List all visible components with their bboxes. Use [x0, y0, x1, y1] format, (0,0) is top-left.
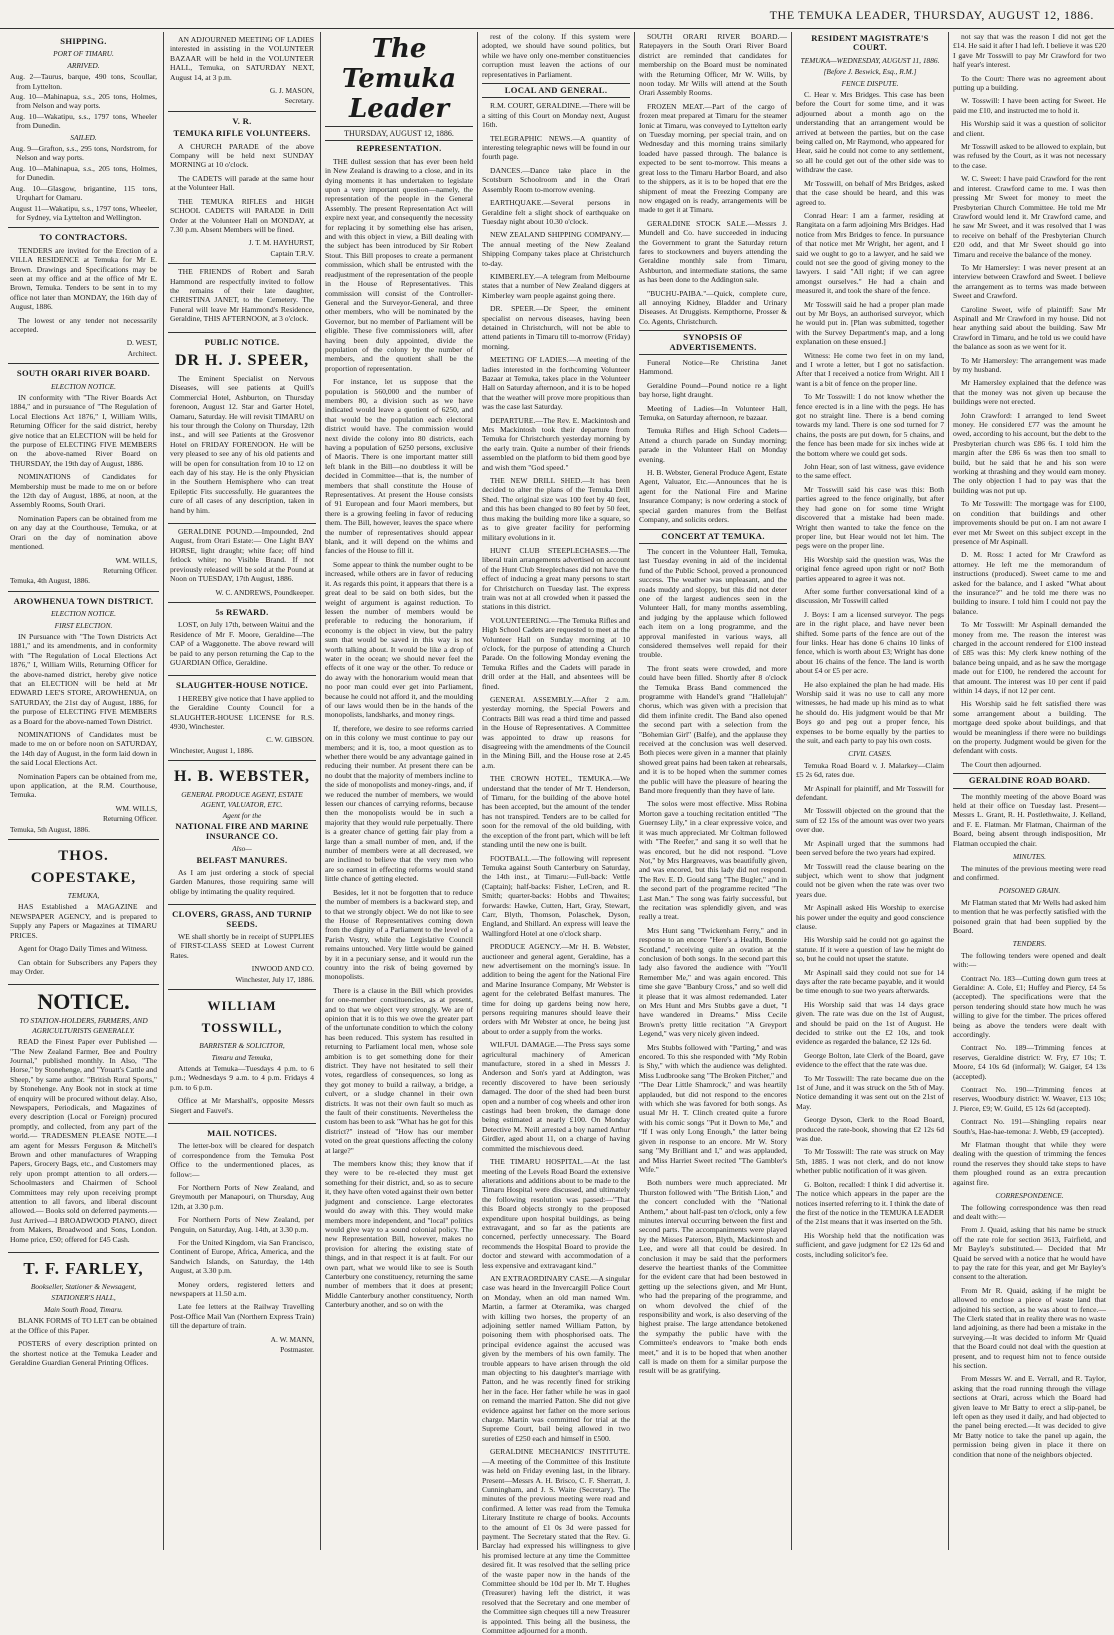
speer-body: The Eminent Specialist on Nervous Diseases, will see patients at Quill's Commercial Hotel, Ashburton, on Thursday forenoon, August 12. Star and Garter Hotel, Oamaru, Saturday. He will revisit TIMARU on his tour through the Colony on Thursday, 12th inst., and will see Patients at the Grosvenor Hotel on FRIDAY FORENOON. He will be very pleased to see any of his old patients and will be open for consultation from 10 to 12 on each day of his stay. He is the only Physician in the Southern Hemisphere who can treat Epileptic Fits successfully. He guarantees the cure of all cases of any description, taken in hand by him.	[170, 373, 314, 515]
slaughter-signature: C. W. GIBSON.	[266, 735, 314, 745]
pound-signature: W. C. ANDREWS, Poundkeeper.	[215, 587, 314, 597]
court-paragraph: George Bolton, late Clerk of the Board, gave evidence to the effect that the rate was due.	[796, 1050, 944, 1070]
south-orari-body-3: Nomination Papers can be obtained from me on any day at the Courthouse, Temuka, or at Orari on the day of nomination above mentioned.	[10, 513, 157, 552]
synopsis-item: Geraldine Pound—Pound notice re a light bay horse, light draught.	[639, 380, 787, 400]
south-orari-signature-title: Returning Officer.	[102, 565, 157, 575]
road-board-paragraph: From J. Quaid, asking that his name be struck off the rate role for section 3613, Fairfield, and Mr Bayley's substituted.— Decided that Mr Quaid be served with a notice that he would have to pay the rate for this year, and get Mr Bayley's consent to the alteration.	[953, 1225, 1106, 1282]
slaughter-notice	[168, 676, 316, 761]
contractors-ad	[8, 228, 159, 364]
mail-signature: A. W. MANN,	[270, 1334, 314, 1344]
clovers-place: Winchester, July 17, 1886.	[235, 974, 314, 984]
court-paragraph: To the Court: There was no agreement about putting up a building.	[953, 73, 1106, 93]
mail-body-5: Money orders, registered letters and newspapers at 11.50 a.m.	[170, 1279, 314, 1299]
synopsis-heading: SYNOPSIS OF ADVERTISEMENTS.	[639, 330, 787, 355]
column-rule	[163, 32, 164, 1550]
local-item: SOUTH ORARI RIVER BOARD.—Ratepayers in the South Orari River Board district are reminded that candidates for membership on the Board must be nominated with the Returning Officer, Mr W. Wills, by noon today. Mr Wills will attend at the South Orari Assembly Rooms.	[639, 32, 787, 98]
court-paragraph: To Mr Hamersley: The arrangement was made by my husband.	[953, 355, 1106, 374]
road-board-paragraph: The minutes of the previous meeting were read and confirmed.	[953, 863, 1106, 882]
road-board-paragraph: Contract No. 189—Trimming fences at reserves, Geraldine district: W. Fry, £7 10s; T. Moore, £4 10s 6d (informal); W. Gaiger, £4 13s (accepted).	[953, 1043, 1106, 1081]
local-item: DEPARTURE.—The Rev. E. Mackintosh and Mrs Mackintosh took their departure from Temuka for Christchurch yesterday morning by the early train. Quite a number of their friends assembled on the platform to bid them good bye and wish them "God speed."	[482, 415, 630, 472]
arowhenua-signature-title: Returning Officer.	[102, 814, 157, 824]
civil-cases-heading: CIVIL CASES.	[848, 749, 892, 759]
sailed-item: Aug. 9—Grafton, s.s., 295 tons, Nordstrom, for Nelson and way ports.	[10, 144, 157, 163]
road-board-paragraph: The following correspondence was then read and dealt with:—	[953, 1202, 1106, 1221]
local-item: FROZEN MEAT.—Part of the cargo of frozen meat prepared at Timaru for the steamer Ionic at Timaru, was conveyed to Lyttelton early on Tuesday morning, per special train, and on Wednesday and this morning trains similarly loaded have passed through. The balance is expected to be sent to-morrow. This means a great loss to the Timaru Harbor Board, and also to the shippers, as it is to be hoped that ere the shipment of meat the Freezing Company are now engaged on is ready, arrangements will be made to get it at Timaru.	[639, 101, 787, 215]
court-paragraph: W. Tosswill: I have been acting for Sweet. He paid me £10, and instructed me to hold it.	[953, 96, 1106, 115]
mail-notices	[168, 1124, 316, 1360]
arrived-item: Aug. 10—Mahinapua, s.s., 205 tons, Holmes, from Nelson and way ports.	[10, 92, 157, 111]
reward-notice	[168, 603, 316, 676]
local-general-heading: LOCAL AND GENERAL.	[482, 83, 630, 98]
local-item: THE CROWN HOTEL, TEMUKA.—We understand that the tender of Mr T. Henderson, of Timaru, for the building of the above hotel has been accepted, but the amount of the tender has not transpired. Tenders are to be called for soon for the removal of the old building, with the exception of the front part, which will be left standing until the new one is built.	[482, 774, 630, 850]
rifles-ad	[168, 112, 316, 264]
court-paragraph: To Mr Tosswill: Mr Aspinall demanded the money from me. The reason the interest was charged in the account rendered for £100 instead of £85 was this: My clerk knew nothing of the balance being unpaid, and as he saw the mortgage made out for £100, he rendered the account for that amount. The interest was 10 per cent if paid within 14 days, if not 12 per cent.	[953, 620, 1106, 695]
sailed-item: Aug. 10—Mahinapua, s.s., 205 tons, Holmes, for Dunedin.	[10, 163, 157, 183]
copestake-body-3: Can obtain for Subscribers any Papers they may Order.	[10, 957, 157, 976]
farley-line-1: Bookseller, Stationer & Newsagent,	[30, 1282, 137, 1292]
mail-body-4: For the United Kingdom, via San Francisco, Continent of Europe, Africa, America, and the Sandwich Islands, on Saturday, the 14th August, at 3.30 p.m.	[170, 1238, 314, 1276]
court-paragraph: Mr Hamersley explained that the defence was that the money was not given up because the buildings were not erected.	[953, 378, 1106, 407]
south-orari-body: IN conformity with "The River Boards Act 1884," and in pursuance of "The Regulation of Local Elections Act 1876," I, William Wills, Returning Officer for the said district, hereby give notice that an ELECTION will be held for the purpose of ELECTING FIVE MEMBERS on the above-named River Board on THURSDAY, the 19th day of August, 1886.	[10, 393, 157, 468]
road-board-paragraph: The following tenders were opened and dealt with:—	[953, 950, 1106, 970]
local-item: WILFUL DAMAGE.—The Press says some agricultural machinery of American manufacture, stored in a shed in Messrs J. Anderson and Son's yard at Addington, was recently discovered to have been seriously damaged. The door of the shed had been burst open and a number of cog wheels and other iron castings had been broken, the damage done being estimated at nearly £100. On Monday Detective M. Neill arrested a boy named Arthur Girdler, aged about 11, on a charge of having committed the mischievous deed.	[482, 1040, 630, 1153]
court-paragraph: Mr Tosswill said his case was this: Both parties agreed to the fence originally, but after they had gone on for some time Wright discovered that a mistake had been made. Wright then wanted to take the fence on the proper line, but Hear would not let him. The pegs were on the proper line.	[796, 484, 944, 551]
concert-paragraph: Mrs Stubbs followed with "Parting," and was encored. To this she responded with "My Robin is Shy," with which the audience was delighted. Miss Ludbrooke sang "The Broken Pitcher," and "The Dear Little Shamrock," and was heartily applauded, but did not respond to the encores with which she was favored for both songs. As usual Mr H. T. Clinch created quite a furore with his comic songs "Put it Down to Me," and "If I was only Long Enough," the latter being given in response to an encore. Mr W. Story sang "My Brilliant and I," and was applauded, and Miss Harriet Sweet recited "The Gambler's Wife."	[639, 1042, 787, 1174]
court-paragraph: Mr Tosswill asked to be allowed to explain, but was refused by the Court, as it was not necessary to the case.	[953, 142, 1106, 170]
copestake-place: TEMUKA,	[67, 891, 100, 901]
local-item: GERALDINE MECHANICS' INSTITUTE.—A meeting of the Committee of this Institute was held on Friday evening last, in the library. Present—Messrs A. H. Brisco, C. F. Sherratt, J. Cunningham, and J. S. Waite (Secretary). The minutes of the previous meeting were read and confirmed. A letter was read from the Temuka Literary Institute re charge of books. Accounts to the amount of £1 0s 3d were passed for payment. The Secretary stated that the Rev. G. Barclay had expressed his willingness to give his promised lecture at any time the Committee desired fit. It was resolved that the selling price of the waste paper now in the hands of the Committee should be 10d per lb. Mr T. Hughes (Treasurer) having left the district, it was resolved that the Secretary and one member of the Committee sign cheques till a new Treasurer is appointed. This being all the business, the Committee adjourned for a month.	[482, 1447, 630, 1635]
court-paragraph: To Mr Hamersley: I was never present at an interview between Crawford and Sweet. I believe the arrangement as to terms was made between Sweet and Crawford.	[953, 262, 1106, 301]
webster-ad	[168, 761, 316, 905]
court-paragraph: Mr Tosswill, on behalf of Mrs Bridges, asked that the case should be heard, and this was agreed to.	[796, 178, 944, 207]
clovers-ad	[168, 905, 316, 990]
local-item: "BUCHU-PAIBA."—Quick, complete cure, all annoying Kidney, Bladder and Urinary Diseases. At Druggists. Kempthorne, Prosser & Co. Agents, Christchurch.	[639, 288, 787, 326]
webster-line-2: Agent for the	[222, 811, 262, 820]
court-paragraph: Temuka Road Board v. J. Malarkey—Claim £5 2s 6d, rates due.	[796, 760, 944, 780]
funeral-notice	[168, 264, 316, 332]
tosswill-name: WILLIAM TOSSWILL,	[201, 998, 283, 1036]
slaughter-date: Winchester, August 1, 1886.	[170, 745, 254, 755]
pound-notice	[168, 524, 316, 603]
court-paragraph: His Worship said he felt satisfied there was some arrangement about a building. The mortgage deed spoke about buildings, and that would be meaningless if there were no buildings on the property. Judgment would be given for the defendant with costs.	[953, 699, 1106, 756]
local-item: VOLUNTEERING.—The Temuka Rifles and High School Cadets are requested to meet at the Volunteer Hall on Sunday morning at 10 o'clock, for the purpose of attending a Church Parade. On the following Monday evening the Temuka Rifles and the Cadets will parade in drill order at the Hall, and absentees will be fined.	[482, 615, 630, 691]
court-paragraph: He also explained the plan he had made. His Worship said it was no use to call any more witnesses, he had made up his mind as to what he should do. His judgment would be that Mr Boys go and peg out a proper fence, his expenses to be borne equally by the parties to the suit, and each party to pay his own costs.	[796, 679, 944, 746]
sailed-item: Aug. 10—Glasgow, brigantine, 115 tons, Urquhart for Oamaru.	[10, 183, 157, 203]
column-rule	[477, 32, 478, 1550]
editorial-paragraph: Besides, let it not be forgotten that to reduce the number of members is a backward step, and to that we strongly object. We do not like to see the House of Representatives coming down from the dignity of a Parliament to the level of a Parish Vestry, while the Legislative Council remains untouched. Very little would be gained by it in a pecuniary sense, and it would run the country into the risk of being governed by monopolists.	[325, 887, 473, 982]
mail-body-6: Late fee letters at the Railway Travelling Post-Office Mail Van (Northern Express Train) till the departure of train.	[170, 1302, 314, 1331]
webster-line-5: BELFAST MANURES.	[196, 854, 288, 865]
shipping-section	[8, 32, 159, 228]
speer-ad	[168, 333, 316, 525]
court-paragraph: His Worship held that the notification was sufficient, and gave judgment for £2 12s 6d and costs, including solicitor's fee.	[796, 1230, 944, 1259]
books-notice-ad	[8, 985, 159, 1253]
column-rule	[791, 32, 792, 1550]
contractors-signature-title: Architect.	[127, 348, 157, 358]
arowhenua-election-ad	[8, 592, 159, 840]
road-board-paragraph: Mr Flatman stated that Mr Wells had asked him to mention that he was perfectly satisfied with the poisoned grain that had been supplied by the Board.	[953, 897, 1106, 935]
reward-body: LOST, on July 17th, between Waitui and the Residence of Mr F. Moore, Geraldine—The CAP of a Waggonette. The above reward will be paid to any person returning the Cap to the GUARDIAN Office, Geraldine.	[170, 620, 314, 667]
concert-paragraph: The concert in the Volunteer Hall, Temuka, last Tuesday evening in aid of the incidental fund of the Public School, proved a pronounced success. The weather was unpleasant, and the roads muddy and sloppy, but this did not deter one of the largest audiences seen in the Volunteer Hall, for many months assembling, and judging by the applause which followed each item on a long programme, and the approval manifested in various ways, all considered themselves well repaid for their trouble.	[639, 546, 787, 660]
court-paragraph: To Mr Tosswill: The rate became due on the 1st of June, and it was struck on the 5th of May. Notice demanding it was sent out on the 21st of May.	[796, 1073, 944, 1111]
court-paragraph: To Mr Tosswill: The mortgage was for £100, on condition that buildings and other improvements should be put on. I am not aware I ever met Mr Sweet on this subject except in the presence of Mr Aspinall.	[953, 499, 1106, 546]
tosswill-line-2: Timaru and Temuka,	[211, 1052, 273, 1062]
column-4	[482, 32, 630, 1635]
editorial-date: THURSDAY, AUGUST 12, 1886.	[325, 126, 473, 141]
arowhenua-date: Temuka, 5th August, 1886.	[10, 824, 90, 834]
slaughter-title: SLAUGHTER-HOUSE NOTICE.	[175, 680, 308, 691]
bazaar-signature: G. J. MASON,	[269, 86, 314, 96]
south-orari-election-ad	[8, 364, 159, 592]
editorial-paragraph: THE dullest session that has ever been held in New Zealand is drawing to a close, and in its dying moments it has undertaken to legislate upon a very important question—namely, the representation of the people in the General Assembly. The present Representation Act will expire next year, and consequently the necessity for replacing it by something else has arisen, and with this object in view, a Bill dealing with the subject has been introduced by Sir Robert Stout. This Bill proposes to create a permanent commission, which shall be entrusted with the readjustment of the representation of the people in the House of Representatives. This commission will consist of the Controller-General and the Surveyor-General, and three other members, who will be nominated by the Governor, but no member of Parliament will be eligible. These five commissioners will, after having been duly appointed, divide the population of the colony by the number of members, and the quotient shall be the proportion of representation.	[325, 156, 473, 373]
sailed-item: August 11—Wakatipu, s.s., 1797 tons, Wheeler, for Sydney, via Lyttelton and Wellington.	[10, 203, 157, 222]
column-6	[796, 32, 944, 1550]
arrived-item: Aug. 10—Wakatipu, s.s., 1797 tons, Wheeler from Dunedin.	[10, 111, 157, 131]
local-item: DR. SPEER.—Dr Speer, the eminent specialist on nervous diseases, having been detained in Christchurch, will not be able to attend patients in Timaru till to-morrow (Friday) morning.	[482, 304, 630, 351]
arowhenua-subtitle-2: FIRST ELECTION.	[54, 620, 113, 630]
concert-paragraph: The solos were most effective. Miss Robina Morton gave a touching recitation entitled "The Guernsey Lily," in a clear expressive voice, and it was much appreciated. Mr Coltman followed with "The Reefer," and sang it so well that he was encored, but he did not respond. "Love Not," by Mrs Hargreaves, was beautifully given, and was encored, but this lady did not respond. The Rev. E. D. Gould sang "The Bugler," and in the second part of the programme recited "The Last Man." The song was fairly successful, but the recitation was splendidly given, and was really a treat.	[639, 799, 787, 922]
tosswill-line-1: BARRISTER & SOLICITOR,	[199, 1041, 285, 1051]
road-board-paragraph: From Messrs W. and E. Verrall, and R. Taylor, asking that the road running through the village sections at Orari, across which the Board had given leave to Mr Batty to erect a slip-panel, be left open as they used it daily, and had objected to the panel being erected.—It was decided to give Mr Batty notice to take the panel up again, the permission being given in place it there on condition that none of the neighbors objected.	[953, 1374, 1106, 1459]
column-rule	[948, 32, 949, 1550]
court-paragraph: Conrad Hear: I am a farmer, residing at Rangitata on a farm adjoining Mrs Bridges. Had notice from Mrs Bridges to fence. In pursuance of that notice met Mr Wright, her agent, and I said we ought to go to a lawyer, and he said we could not see the good of giving money to the lawyers. I said "All right; if we can agree amongst ourselves." He had a chain and measured it, and took the share of the fence.	[796, 210, 944, 296]
local-item: PRODUCE AGENCY.—Mr H. B. Webster, auctioneer and general agent, Geraldine, has a new advertisement on the morning's issue. In addition to being the agent for the National Fire and Marine Insurance Company, Mr Webster is agent for the celebrated Belfast manures. The time for doing up gardens being now here, persons requiring manures should leave their orders with Mr Webster at once, he being just about to order a supply from the works.	[482, 942, 630, 1036]
arowhenua-subtitle: ELECTION NOTICE.	[51, 609, 116, 619]
correspondence-heading: CORRESPONDENCE.	[995, 1191, 1064, 1201]
road-board-paragraph: Contract No. 191—Shingling repairs near South's, Hae-hae-temona: J. Webb, £9 (accepted).	[953, 1117, 1106, 1136]
editorial-paragraph: There is a clause in the Bill which provides for one-member constituencies, as at present, and to that we object very strongly. We are of opinion that it is to this we owe the greater part of the unfortunate condition to which the colony has been reduced. This system has resulted in returning to Parliament local men, whose sole ambition is to get something done for their district. They have not hesitated to sell their votes, regardless of consequences, so long as they got money to build a railway, a bridge, a culvert, or a sludge channel in their own districts. It was not their own fault so much as the fault of their constituents. Nevertheless the custom has been to ask "What has he got for this district?" instead of "How has our member voted on the great questions affecting the colony at large?"	[325, 985, 473, 1155]
bazaar-signature-title: Secretary.	[284, 96, 314, 106]
arrived-item: Aug. 2—Taurus, barque, 490 tons, Scoullar, from Lyttelton.	[10, 72, 157, 91]
contractors-signature: D. WEST,	[126, 338, 157, 348]
court-paragraph: not say that was the reason I did not get the £14. He said it after I had left. I believe it was £20 I gave Mr Tosswill to pay Mr Crawford for two half year's interest.	[953, 32, 1106, 70]
mail-body-2: For Northern Ports of New Zealand, and Greymouth per Manapouri, on Thursday, Aug 12th, at 3.30 p.m.	[170, 1182, 314, 1211]
reward-title: 5s REWARD.	[215, 606, 269, 617]
editorial-continuation: rest of the colony. If this system were adopted, we should have sound politics, but while we have only one-member constituencies corruption must leaven the actions of our representatives in Parliament.	[482, 32, 630, 79]
column-5	[639, 32, 787, 1550]
road-board-paragraph: From Mr R. Quaid, asking if he might be allowed to enclose a piece of waste land that adjoined his section, as he was about to fence.—The Clerk stated that in reality there was no waste land adjoining, as there had been a mistake in the surveying.—It was decided to inform Mr Quaid that the Board could not deal with the question at present, and to request him not to fence outside his section.	[953, 1285, 1106, 1370]
editorial-paragraph: Some appear to think the number ought to be increased, while others are in favor of reducing it. As regards this point, it appears that there is a great deal to be said on both sides, but the weight of argument is against reduction. To lessen the number of members would be preferable to reducing the honorarium, if economy is the object in view, but the paltry sum that would be saved in this way is not worth talking about. It would be like a drop of water in the ocean; we should never feel the effects of it one way or the other. To reduce or do away with the honorarium would mean that no poor man could ever get into Parliament, because he could not afford it, and the moulding of our laws would then be in the hands of the monopolists, landsharks, and money rings.	[325, 559, 473, 720]
court-paragraph: Mr Aspinall asked His Worship to exercise his power under the equity and good conscience clause.	[796, 903, 944, 931]
road-board-paragraph: Contract No. 190—Trimming fences at reserves, Woodbury district: W. Weaver, £13 10s; J. Pierce, £9; W. Guild, £5 12s 6d (accepted).	[953, 1085, 1106, 1113]
court-paragraph: Mr Aspinall said they could not sue for 14 days after the rate became payable, and it would be time enough to sue two years afterwards.	[796, 967, 944, 996]
tosswill-ad	[168, 990, 316, 1124]
column-3	[325, 32, 473, 1550]
road-board-paragraph: The monthly meeting of the above Board was held at their office on Tuesday last. Present—Messrs L. Grant, R. H. Postlethwaite, J. Kelland, and F. E. Flatman. Mr Flatman, Chairman of the Board, being absent through indisposition, Mr Flatman occupied the chair.	[953, 791, 1106, 848]
road-board-paragraph: Contract No. 183—Cutting down gum trees at Geraldine: A. Cole, £1; Huffey and Piercy, £4 5s (accepted). The specifications were that the person tendering should state how much he was willing to give for the timber. The prices offered being as above the tenders were dealt with accordingly.	[953, 973, 1106, 1039]
rifles-signature: J. T. M. HAYHURST,	[248, 238, 314, 248]
court-paragraph: After some further conversational kind of a discussion, Mr Tosswill called	[796, 586, 944, 606]
contractors-body: TENDERS are invited for the Erection of a VILLA RESIDENCE at Temuka for Mr E. Brown. Drawings and Specifications may be seen at my office and at the office of Mr E. Brown, Temuka. Tenders to be sent in to my office not later than MONDAY, the 16th day of August, 1886.	[10, 245, 157, 312]
rifles-body-3: THE TEMUKA RIFLES and HIGH SCHOOL CADETS will PARADE in Drill Order at the Volunteer Hall on MONDAY, at 7.30 p.m. Absent Members will be fined.	[170, 196, 314, 234]
notice-subtitle: TO STATION-HOLDERS, FARMERS, AND AGRICULTURISTS GENERALLY.	[19, 1016, 148, 1035]
south-orari-body-2: NOMINATIONS of Candidates for Membership must be made to me on or before the 12th day of August, 1886, at noon, at the Assembly Rooms, South Orari.	[10, 472, 157, 510]
rifles-title: TEMUKA RIFLE VOLUNTEERS.	[173, 128, 311, 139]
notice-body: READ the Finest Paper ever Published — "The New Zealand Farmer, Bee and Poultry Journal," published monthly. In Also, "The Horse," by Stonehenge, and "Youatt's Cattle and Sheep," by same author. "British Rural Sports," by Stonehenge. Any Book not in stock at time of enquiry will be procured without delay. Also, Newspapers, Periodicals, and Magazines of every description (Local or Foreign) procured promptly, and collected, from any part of the world.— TRADESMEN PLEASE NOTE.—I am agent for Messrs Ferguson & Mitchell's Brown and other manufactures of Wrapping Papers, Grocery Bags, etc., and Customers may rely upon prompt attention to all orders.—Schoolmasters and Chairmen of School Committees may rely upon receiving prompt attention to all favors, and liberal discount allowed.— Books sold on deferred payments.—Just Arrived—I BROADWOOD PIANO, direct from Makers, Broadwood and Sons, London. Home price, £50; offered for £45 Cash.	[10, 1037, 157, 1244]
contractors-body-2: The lowest or any tender not necessarily accepted.	[10, 315, 157, 334]
court-paragraph: Mr Aspinall urged that the summons had been served before the two years had expired.	[796, 838, 944, 858]
posters-notice: POSTERS of every description printed on the shortest notice at the Temuka Leader and Geraldine Guardian General Printing Offices.	[10, 1339, 157, 1367]
poisoned-grain-heading: POISONED GRAIN.	[998, 886, 1061, 896]
court-paragraph: John Hear, son of last witness, gave evidence to the same effect.	[796, 462, 944, 481]
webster-body: As I am just ordering a stock of special Garden Manures, those requiring same will oblige by intimating the quality required.	[170, 868, 314, 896]
local-item: EARTHQUAKE.—Several persons in Geraldine felt a slight shock of earthquake on Tuesday night about 10.30 o'clock.	[482, 198, 630, 226]
road-board-heading: GERALDINE ROAD BOARD.	[953, 773, 1106, 788]
pound-body: GERALDINE POUND.—Impounded, 2nd August, from Orari Estate:— One Light BAY HORSE, light draught; white face; off hind fetlock white; no Visible Brand. If not previously released will be sold at the Pound at Noon on TUESDAY, 17th August, 1886.	[170, 527, 314, 584]
speer-name: DR H. J. SPEER,	[174, 351, 310, 369]
court-paragraph: His Worship said it was a question of solicitor and client.	[953, 119, 1106, 138]
farley-name: T. F. FARLEY,	[23, 1259, 144, 1279]
speer-title: PUBLIC NOTICE.	[204, 336, 280, 347]
court-paragraph: His Worship said that was 14 days grace given. The rate was due on the 1st of August, and should be paid on the 1st of August. He decided to strike out the £2 10s, and took evidence as regarded the balance, £2 12s 6d.	[796, 999, 944, 1047]
clovers-body: WE shall shortly be in receipt of SUPPLIES of FIRST-CLASS SEED at Lowest Current Rates.	[170, 932, 314, 960]
court-paragraph: George Dyson, Clerk to the Road Board, produced the rate-book, showing that £2 12s 6d was due.	[796, 1115, 944, 1144]
court-paragraph: His Worship said he could not go against the statute. If it were a question of law he might do so, but he could not upset the statute.	[796, 935, 944, 964]
local-item: DANCES.—Dance take place in the Scotsburn Schoolroom and in the Orari Assembly Room to-morrow evening.	[482, 165, 630, 194]
south-orari-date: Temuka, 4th August, 1886.	[10, 576, 90, 586]
court-paragraph: G. Bolton, recalled: I think I did advertise it. The notice which appears in the paper are the notices inserted referring to it. I think the date of the first of the notice in the TEMUKA LEADER of the 21st means that it was inserted on the 5th.	[796, 1179, 944, 1227]
synopsis-item: Temuka Rifles and High School Cadets—Attend a church parade on Sunday morning; parade in the Volunteer Hall on Monday evening.	[639, 426, 787, 464]
court-paragraph: To Mr Tosswill: I do not know whether the fence erected is in a line with the pegs. He has got no straight line. There is a bend coming towards my land. There is one sod turned for 7 chains, the posts are put down, for 5 chains, and the fence has been made for six inches wide at the bottom where we could get sods.	[796, 392, 944, 458]
court-heading: RESIDENT MAGISTRATE'S COURT.	[811, 33, 929, 53]
sailed-label: SAILED.	[70, 132, 97, 142]
road-board-paragraph: Mr Flatman thought that while they were dealing with the question of trimming the fences round the reserves they should take steps to have them ploughed round as an extra precaution against fire.	[953, 1140, 1106, 1187]
column-2	[168, 32, 316, 1550]
south-orari-title: SOUTH ORARI RIVER BOARD.	[16, 368, 151, 379]
webster-name: H. B. WEBSTER,	[174, 768, 310, 786]
concert-paragraph: The front seats were crowded, and more could have been filled. Shortly after 8 o'clock the Temuka Brass Band commenced the programme with Handel's grand "Hallelujah" chorus, which was given with a precision that did them infinite credit. The Band also opened the second part with a selection from the "Bohemian Girl" (Balfe), and the applause they received at the conclusion was well deserved. Both pieces were given in a manner that plainly showed great pains had been taken at rehearsals, and it is to be hoped when the summer comes the public will have the pleasure of hearing the Band more frequently than they have of late.	[639, 663, 787, 796]
court-paragraph: D. M. Ross: I acted for Mr Crawford as attorney. He left me the memorandum of instructions (produced). Sweet came to me and asked for the balance, and I asked "What about the insurance?" and he told me there was no building to insure. I told him I could not pay the balance.	[953, 550, 1106, 616]
minutes-heading: MINUTES.	[1012, 852, 1047, 862]
court-paragraph: To Mr Tosswill: The rate was struck on May 5th, 1885. I was not clerk, and do not know whether public notification of it was given.	[796, 1147, 944, 1176]
funeral-body: THE FRIENDS of Robert and Sarah Hammond are respectfully invited to follow the remains of their late daughter, CHRISTINA JANET, to the Cemetery. The Funeral will leave Mr Hammond's Residence, Geraldine, THIS AFTERNOON, at 3 o'clock.	[170, 267, 314, 324]
rifles-body: A CHURCH PARADE of the above Company will be held next SUNDAY MORNING at 10 o'clock.	[170, 141, 314, 170]
court-paragraph: Caroline Sweet, wife of plaintiff: Saw Mr Aspinall and Mr Crawford in my house. Did not hear anything said about the building. Saw Mr Crawford in Timaru, and he told us we could have the balance as soon as we went for it.	[953, 304, 1106, 352]
shipping-title: SHIPPING.	[60, 36, 107, 46]
column-rule	[320, 32, 321, 1550]
local-item: KIMBERLEY.—A telegram from Melbourne states that a number of New Zealand diggers at Kimberley warn people against going there.	[482, 271, 630, 300]
court-paragraph: Witness: He come two feet in on my land, and I wrote a letter, but I got no satisfaction. After that I received a notice from Wright. All I want is a bit of fence on the proper line.	[796, 350, 944, 388]
tenders-heading: TENDERS.	[1012, 939, 1047, 949]
synopsis-item: Meeting of Ladies—In Volunteer Hall, Temuka, on Saturday afternoon, re bazaar.	[639, 403, 787, 423]
bazaar-body: AN ADJOURNED MEETING OF LADIES interested in assisting in the VOLUNTEER BAZAAR will be held in the VOLUNTEER HALL, Temuka, on SATURDAY NEXT, August 14, at 3 p.m.	[170, 35, 314, 82]
rifles-signature-title: Captain T.R.V.	[270, 248, 314, 258]
tosswill-body-2: Office at Mr Marshall's, opposite Messrs Siegert and Fauvel's.	[170, 1096, 314, 1115]
concert-paragraph: Mrs Hunt sang "Twickenham Ferry," and in response to an encore "Here's a Health, Bonnie Scotland," receiving quite an ovation at the conclusion of both songs. In the second part this lady also favored the audience with "You'll Remember Me," and was again encored. This time she gave "Banbury Cross," and so well did it please that it was almost redemanded. Later on Mrs Hunt and Mrs Stubbs gave a duet, "I have wandered in Dreams." Miss Cecile Brown's pretty little recitation "A Greyport Legend," was very nicely given indeed.	[639, 925, 787, 1039]
clovers-signature: INWOOD AND CO.	[251, 964, 314, 974]
slaughter-body: I HEREBY give notice that I have applied to the Geraldine County Council for a SLAUGHTER-HOUSE LICENSE for R.S. 4930, Winchester.	[170, 693, 314, 731]
concert-paragraph: Both numbers were much appreciated. Mr Thurston followed with "The British Lion," and the concert concluded with the "National Anthem," about half-past ten o'clock, only a few minutes interval occurring between the first and second parts. The accompaniments were played by the Misses Paterson, Blyth, Mackintosh and Lee, and were all that could be desired. In conclusion it may be said that the performers deserve the heartiest thanks of the Committee for the evident care that had been bestowed in getting up the selections given, and Mr Hunt, who had the preparing of the programme, and on whom devolved the chief of the responsibility and work, is also deserving of the highest praise. The large attendance betokened the sympathy the public have with the Committee's endeavors to "make both ends meet," and it is to be hoped that when another call is made on them for a similar purpose the result will be as gratifying.	[639, 1178, 787, 1376]
copestake-body: HAS Established a MAGAZINE and NEWSPAPER AGENCY, and is prepared to Supply any Papers or Magazines at TIMARU PRICES.	[10, 902, 157, 940]
webster-line-3: NATIONAL FIRE AND MARINE INSURANCE CO.	[175, 821, 309, 841]
farley-line-2: STATIONER'S HALL,	[51, 1293, 116, 1303]
synopsis-item: Funeral Notice—Re Christina Janet Hammond.	[639, 358, 787, 377]
court-paragraph: W. C. Sweet: I have paid Crawford for the rent and interest. Crawford came to me. I was then pressing Mr Sweet for money to meet the Presbyterian Church Committee. He told me Mr Crawford would lend it. Mr Crawford came, and he saw Mr Sweet, and it was resolved that I was to receive on behalf of the Presbyterian Church £20 odd, and that Mr Sweet should go into Timaru and receive the balance of the money.	[953, 174, 1106, 259]
local-item: HUNT CLUB STEEPLECHASES.—The liberal train arrangements advertised on account of the Hunt Club Steeplechases did not have the effect of inducing a great many persons to start for Christchurch on Tuesday last. The express train was not at all crowded when it passed the stations in this district.	[482, 545, 630, 612]
column-7	[953, 32, 1106, 1550]
copestake-name: THOS. COPESTAKE,	[30, 848, 137, 887]
court-paragraph: The Court then adjourned.	[961, 759, 1042, 769]
mail-body-3: For Northern Ports of New Zealand, per Penguin, on Saturday, Aug. 14th, at 3.30 p.m.	[170, 1215, 314, 1234]
arowhenua-signature: WM. WILLS,	[115, 803, 157, 813]
running-head: THE TEMUKA LEADER, THURSDAY, AUGUST 12, 1886.	[0, 8, 1114, 29]
local-item: FOOTBALL.—The following will represent Temuka against South Canterbury on Saturday, the 14th inst., at Timaru:—Full-back: Vettle (Captain); half-backs: Fisher, LeCren, and R. Smith; quarter-backs: Hobbs and Thwaites; forwards: Hawke, Cutten, Hart, Gray, Stewart, Carr, Blyth, Thomson, Polaschek, Dyson, England, and Shillard. An express will leave the Wallingford Hotel at one o'clock sharp.	[482, 853, 630, 938]
local-item: GERALDINE STOCK SALE.—Messrs J. Mundell and Co. have succeeded in inducing the Government to grant the Saturday return fares to stockowners and buyers attending the Geraldine monthly sale from Timaru, Ashburton, and intermediate stations, the same as has been done to the Addington sale.	[639, 218, 787, 285]
local-item: AN EXTRAORDINARY CASE.—A singular case was heard in the Invercargill Police Court on Monday, when an old man named Wm. Martin, a farmer at Oteramika, was charged with killing two horses, the property of an adjoining settler named William Patton, by poisoning them with phosphorised oats. The principal evidence against the accused was given by the members of his own family. The trouble appears to have arisen through the old man objecting to his daughter's marriage with Patton, and he was recently fined for striking her in the face. Her father while he was in gaol on remand the married Patton. She did not give evidence against her father on the more serious charge. Martin was committed for trial at the Supreme Court, bail being allowed in two sureties of £250 each and himself in £500.	[482, 1273, 630, 1443]
bazaar-ad	[168, 32, 316, 112]
local-item: TELEGRAPHIC NEWS.—A quantity of interesting telegraphic news will be found in our fourth page.	[482, 133, 630, 162]
court-subheading: TEMUKA—WEDNESDAY, AUGUST 11, 1886.	[800, 55, 940, 65]
arowhenua-body: IN Pursuance with "The Town Districts Act 1881," and its amendments, and in conformity with "The Regulation of Local Elections Act 1876," I, William Wills, Returning Officer for the above-named district, hereby give notice that an ELECTION will be held at Mr EDWARD LEE'S STORE, AROWHENUA, on SATURDAY, the 21st day of August, 1886, for the purpose of ELECTING FIVE MEMBERS as a Board for the above-named Town District.	[10, 631, 157, 726]
webster-line-4: Also—	[232, 844, 252, 854]
local-item: MEETING OF LADIES.—A meeting of the ladies interested in the forthcoming Volunteer Bazaar at Temuka, takes place in the Volunteer Hall on Saturday afternoon, and it is to be hoped that the weather will prove more propitious than was the case last Saturday.	[482, 355, 630, 412]
synopsis-item: H. B. Webster, General Produce Agent, Estate Agent, Valuator, Etc.—Announces that he is agent for the National Fire and Marine Insurance Company; is now ordering a stock of special garden manures from the Belfast Company, and solicits orders.	[639, 468, 787, 525]
court-paragraph: Mr Aspinall for plaintiff, and Mr Tosswill for defendant.	[796, 783, 944, 803]
court-paragraph: His Worship said the question was, Was the original fence agreed upon right or not? Both parties appeared to agree it was not.	[796, 554, 944, 583]
arowhenua-title: AROWHENUA TOWN DISTRICT.	[13, 595, 154, 606]
arrived-label: ARRIVED.	[67, 60, 100, 70]
court-paragraph: J. Boys: I am a licensed surveyor. The pegs are in the right place, and have never been shifted. Some parts of the fence are out of the four links. Hear has done 6 chains 10 links of fence, which is worth about £3; Wright has done about 16 chains of the fence. The land is worth about £4 or £5 per acre.	[796, 609, 944, 676]
arowhenua-body-3: Nomination Papers can be obtained from me, upon application, at the R.M. Courthouse, Temuka.	[10, 771, 157, 800]
shipping-port: PORT OF TIMARU.	[53, 49, 114, 59]
editorial-paragraph: If, therefore, we desire to see reforms carried on in this colony we must continue to pay our members; and it is, too, a moot question as to whether there would be any advantage gained in reducing their number. At present there can be no doubt that the majority of members incline to the side of monopolists and money-rings, and, if we reduced the number of members, we would lessen our chances of carrying reforms, because then the monopolists would be in such a majority that they would rule perpetually. There is a greater chance of getting fair play from a large than a small number of men, and, if the number of members were at all decreased, we are inclined to believe that the very men who are so earnest in effecting reforms would stand little chance of getting elected.	[325, 723, 473, 884]
south-orari-subtitle: ELECTION NOTICE.	[51, 381, 116, 391]
local-item: THE NEW DRILL SHED.—It has been decided to alter the plans of the Temuka Drill Shed. The original size was 100 feet by 40 feet, and this has been changed to 80 feet by 50 feet, thus making the building more like a square, so as to give greater facility for performing military evolutions in it.	[482, 476, 630, 542]
copestake-ad	[8, 840, 159, 985]
fence-dispute-heading: FENCE DISPUTE.	[841, 78, 899, 88]
column-rule	[634, 32, 635, 1550]
blank-forms-notice: BLANK FORMS of TO LET can be obtained at the Office of this Paper.	[10, 1316, 157, 1335]
arowhenua-body-2: NOMINATIONS of Candidates must be made to me on or before noon on SATURDAY, the 14th day of August, in the form laid down in the said Local Elections Act.	[10, 730, 157, 768]
editorial-heading: REPRESENTATION.	[356, 143, 442, 154]
concert-heading: CONCERT AT TEMUKA.	[639, 529, 787, 544]
column-1	[8, 32, 159, 1550]
editorial-paragraph: For instance, let us suppose that the population is 560,000 and the number of members 80, a division such as we have indicated would leave a quotient of 6250, and that would be the population each electoral district would have. The commission would next divide the colony into 80 districts, each having a population of 6250 persons, exclusive of Maoris. There is one important matter still left blank in the Bill—no doubtless it will be decided in Committee—that is, the number of members that shall constitute the House of Representatives. At present the House consists of 91 European and four Maori members, but there is a growing feeling in favor of reducing them. The Bill, however, leaves the space where the number of representatives should appear blank, and it will depend on the whims and fancies of the House to fill it.	[325, 377, 473, 556]
editorial-paragraph: The members know this; they know that if they were to be re-elected they must get something for their district, and, so as to secure it, they have often voted against their own better judgment and conscience. Large electorates would do away with this. They would make members more independent, and "local" politics would give way to a sound colonial policy. The new Representation Bill, however, makes no provision for altering the existing state of things, and in that respect it is at fault. For our own part, what we would like to see is South Canterbury one constituency, returning the same number of members that it does at present; Middle Canterbury another constituency, North Canterbury another, and so on with the	[325, 1159, 473, 1310]
court-paragraph: John Crawford: I arranged to lend Sweet money. He considered £77 was the amount he owed, according to his account, but the debt to the Presbyterian church was £86 6s. I told him the margin after the £86 6s was then too small to build, but he said that he and his son were working at thrashing and they would earn money. The only objection I had to pay was that the building was not put up.	[953, 410, 1106, 495]
webster-line-1: GENERAL PRODUCE AGENT, ESTATE AGENT, VALUATOR, ETC.	[181, 790, 303, 809]
farley-ad	[8, 1253, 159, 1375]
mail-body: The letter-box will be cleared for despatch of correspondence from the Temuka Post Office to the undermentioned places, as follow:—	[170, 1141, 314, 1179]
local-item: THE TIMARU HOSPITAL.—At the last meeting of the Levels Road Board the extensive alterations and additions about to be made to the Timaru Hospital were discussed, and ultimately the following resolution was passed:—"That this Board objects strongly to the proposed expenditure upon hospital buildings, as being extravagant, and so far as the patients are concerned, perfectly unnecessary. The Board recommends the Hospital Board to provide the doctor and steward with accommodation of a less expensive and extravagant kind."	[482, 1157, 630, 1270]
masthead-title: The Temuka Leader	[341, 34, 457, 124]
south-orari-signature: WM. WILLS,	[115, 555, 157, 565]
contractors-title: TO CONTRACTORS.	[39, 232, 128, 243]
court-paragraph: Mr Tosswill said he had a proper plan made out by Mr Boys, an authorised surveyor, which he would put in. [Plan was submitted, together with the Survey Department's map, and a long explanation on these ensued.]	[796, 299, 944, 347]
rifles-mark: V. R.	[232, 115, 252, 126]
mail-title: MAIL NOTICES.	[207, 1127, 277, 1138]
court-paragraph: C. Hear v. Mrs Bridges. This case has been before the Court for some time, and it was adjourned about a month ago on the understanding that an arrangement would be arrived at between the parties, but on the case being called on, Mr Raymond, who appeared for Hear, said he could not come to any settlement, so all he could get out of the other side was to withdraw the case.	[796, 90, 944, 175]
notice-title: NOTICE.	[37, 989, 130, 1015]
court-paragraph: Mr Tosswill read the clause bearing on the subject, which went to show that judgment could not be given when the rate was over two years due.	[796, 861, 944, 899]
local-item: R.M. COURT, GERALDINE.—There will be a sitting of this Court on Monday next, August 16th.	[482, 101, 630, 130]
copestake-body-2: Agent for Otago Daily Times and Witness.	[18, 944, 148, 954]
local-item: GENERAL ASSEMBLY.—After 2 a.m. yesterday morning, the Special Powers and Contracts Bill was read a third time and passed in the House of Representatives. A Committee was appointed to draw up reasons for disagreeing with the amendments of the Council in the Mining Bill, and the House rose at 2.45 a.m.	[482, 695, 630, 770]
farley-line-3: Main South Road, Timaru.	[44, 1304, 123, 1314]
rifles-body-2: The CADETS will parade at the same hour at the Volunteer Hall.	[170, 173, 314, 193]
clovers-title: CLOVERS, GRASS, AND TURNIP SEEDS.	[172, 909, 312, 929]
court-before: [Before J. Beswick, Esq., R.M.]	[823, 67, 917, 77]
court-paragraph: Mr Tosswill objected on the ground that the sum of £2 15s of the amount was over two years over due.	[796, 806, 944, 835]
tosswill-body: Attends at Temuka—Tuesdays 4 p.m. to 6 p.m.; Wednesdays 9 a.m. to 4 p.m. Fridays 4 p.m. to 6 p.m.	[170, 1063, 314, 1092]
local-item: NEW ZEALAND SHIPPING COMPANY.—The annual meeting of the New Zealand Shipping Company takes place at Christchurch to-day.	[482, 230, 630, 268]
mail-signature-title: Postmaster.	[280, 1345, 314, 1355]
